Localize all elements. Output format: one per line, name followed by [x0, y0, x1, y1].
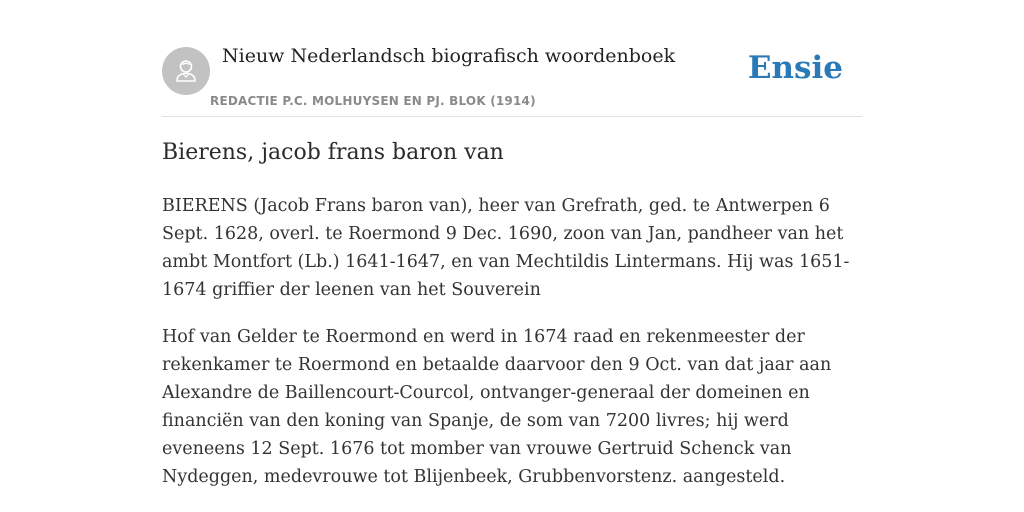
source-editor: REDACTIE P.C. MOLHUYSEN EN PJ. BLOK (1914) — [210, 94, 536, 108]
source-title[interactable]: Nieuw Nederlandsch biografisch woordenboek — [222, 45, 676, 67]
entry-title: Bierens, jacob frans baron van — [162, 140, 504, 165]
page — [162, 0, 862, 487]
source-header — [162, 0, 862, 117]
entry-paragraph: BIERENS (Jacob Frans baron van), heer van Grefrath, ged. te Antwerpen 6 Sept. 1628, overl. te Roermond 9 Dec. 1690, zoon van Jan, pandheer van het ambt Montfort (Lb.) 1641-1647, en van Mechtildis Lintermans. Hij was 1651-1674 griffier der leenen van het Souverein — [162, 196, 850, 300]
entry-paragraph: Hof van Gelder te Roermond en werd in 1674 raad en rekenmeester der rekenkamer te Roermond en betaalde daarvoor den 9 Oct. van dat jaar aan Alexandre de Baillencourt-Courcol, ontvanger-generaal der domeinen en financiën van den koning van Spanje, de som van 7200 livres; hij werd eveneens 12 Sept. 1676 tot momber van vrouwe Gertruid Schenck van Nydeggen, medevrouwe tot Blijenbeek, Grubbenvorstenz. aangesteld. — [162, 327, 832, 487]
avatar — [162, 47, 210, 95]
user-icon — [171, 56, 201, 86]
ensie-logo[interactable]: Ensie — [747, 50, 843, 86]
